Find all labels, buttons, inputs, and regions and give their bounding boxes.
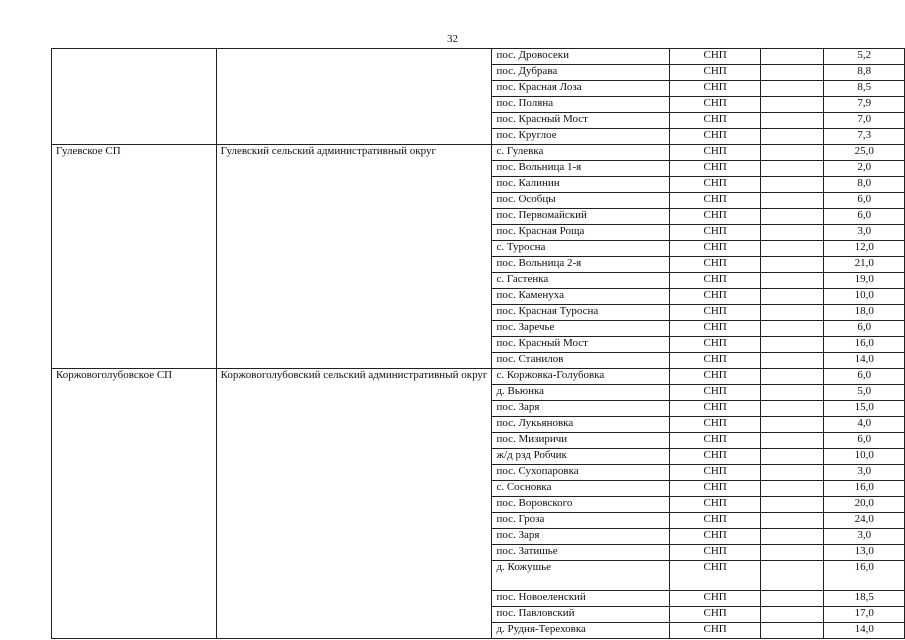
distance-value-cell: 7,3 <box>824 129 905 145</box>
locality-type-cell: СНП <box>670 321 761 337</box>
locality-type-cell: СНП <box>670 369 761 385</box>
locality-name-cell: пос. Красный Мост <box>492 113 670 129</box>
locality-type-cell: СНП <box>670 607 761 623</box>
distance-value-cell: 2,0 <box>824 161 905 177</box>
empty-cell <box>761 401 824 417</box>
distance-value-cell: 4,0 <box>824 417 905 433</box>
empty-cell <box>761 529 824 545</box>
locality-name-cell: пос. Круглое <box>492 129 670 145</box>
table-row <box>52 145 905 161</box>
locality-name-cell: пос. Поляна <box>492 97 670 113</box>
empty-cell <box>761 49 824 65</box>
distance-value-cell: 17,0 <box>824 607 905 623</box>
locality-type-cell: СНП <box>670 433 761 449</box>
locality-name-cell: пос. Новоеленский <box>492 591 670 607</box>
locality-name-cell: пос. Затишье <box>492 545 670 561</box>
empty-cell <box>761 321 824 337</box>
distance-value-cell: 12,0 <box>824 241 905 257</box>
locality-type-cell: СНП <box>670 225 761 241</box>
empty-cell <box>761 591 824 607</box>
locality-name-cell: с. Туросна <box>492 241 670 257</box>
locality-name-cell: пос. Красная Лоза <box>492 81 670 97</box>
empty-cell <box>761 417 824 433</box>
locality-type-cell: СНП <box>670 529 761 545</box>
empty-cell <box>761 561 824 591</box>
empty-cell <box>761 465 824 481</box>
locality-type-cell: СНП <box>670 257 761 273</box>
locality-type-cell: СНП <box>670 545 761 561</box>
empty-cell <box>761 497 824 513</box>
locality-name-cell: с. Сосновка <box>492 481 670 497</box>
locality-name-cell: пос. Гроза <box>492 513 670 529</box>
table-row <box>52 369 905 385</box>
empty-cell <box>761 241 824 257</box>
locality-name-cell: пос. Красный Мост <box>492 337 670 353</box>
locality-type-cell: СНП <box>670 561 761 591</box>
empty-cell <box>761 145 824 161</box>
locality-type-cell: СНП <box>670 193 761 209</box>
distance-value-cell: 6,0 <box>824 369 905 385</box>
empty-cell <box>761 273 824 289</box>
empty-cell <box>761 113 824 129</box>
distance-value-cell: 16,0 <box>824 337 905 353</box>
empty-cell <box>761 65 824 81</box>
empty-cell <box>761 433 824 449</box>
locality-name-cell: ж/д рзд Робчик <box>492 449 670 465</box>
locality-name-cell: пос. Лукьяновка <box>492 417 670 433</box>
distance-value-cell: 21,0 <box>824 257 905 273</box>
distance-value-cell: 15,0 <box>824 401 905 417</box>
distance-value-cell: 8,5 <box>824 81 905 97</box>
settlement-name-cell <box>52 49 217 145</box>
locality-name-cell: пос. Мизиричи <box>492 433 670 449</box>
locality-name-cell: пос. Воровского <box>492 497 670 513</box>
locality-type-cell: СНП <box>670 81 761 97</box>
locality-type-cell: СНП <box>670 49 761 65</box>
locality-type-cell: СНП <box>670 401 761 417</box>
page-number: 32 <box>447 33 458 45</box>
distance-value-cell: 16,0 <box>824 561 905 591</box>
district-name-cell: Коржовоголубовский сельский административный округ <box>216 369 492 639</box>
locality-name-cell: пос. Павловский <box>492 607 670 623</box>
locality-type-cell: СНП <box>670 129 761 145</box>
distance-value-cell: 6,0 <box>824 193 905 209</box>
empty-cell <box>761 289 824 305</box>
locality-name-cell: пос. Дровосеки <box>492 49 670 65</box>
distance-value-cell: 10,0 <box>824 289 905 305</box>
empty-cell <box>761 177 824 193</box>
settlement-name-cell: Коржовоголубовское СП <box>52 369 217 639</box>
locality-type-cell: СНП <box>670 145 761 161</box>
distance-value-cell: 5,0 <box>824 385 905 401</box>
locality-name-cell: пос. Красная Роща <box>492 225 670 241</box>
distance-value-cell: 16,0 <box>824 481 905 497</box>
table-row <box>52 49 905 65</box>
empty-cell <box>761 337 824 353</box>
empty-cell <box>761 513 824 529</box>
locality-name-cell: пос. Станилов <box>492 353 670 369</box>
locality-name-cell: пос. Особцы <box>492 193 670 209</box>
locality-name-cell: пос. Заря <box>492 529 670 545</box>
locality-name-cell: с. Гастенка <box>492 273 670 289</box>
empty-cell <box>761 257 824 273</box>
locality-name-cell: пос. Дубрава <box>492 65 670 81</box>
locality-type-cell: СНП <box>670 623 761 639</box>
settlement-name-cell: Гулевское СП <box>52 145 217 369</box>
locality-type-cell: СНП <box>670 161 761 177</box>
locality-name-cell: пос. Вольница 2-я <box>492 257 670 273</box>
locality-type-cell: СНП <box>670 385 761 401</box>
empty-cell <box>761 209 824 225</box>
empty-cell <box>761 369 824 385</box>
distance-value-cell: 3,0 <box>824 225 905 241</box>
empty-cell <box>761 193 824 209</box>
distance-value-cell: 8,0 <box>824 177 905 193</box>
locality-name-cell: пос. Красная Туросна <box>492 305 670 321</box>
locality-type-cell: СНП <box>670 273 761 289</box>
locality-type-cell: СНП <box>670 465 761 481</box>
empty-cell <box>761 623 824 639</box>
empty-cell <box>761 81 824 97</box>
distance-value-cell: 18,0 <box>824 305 905 321</box>
empty-cell <box>761 97 824 113</box>
locality-type-cell: СНП <box>670 113 761 129</box>
locality-type-cell: СНП <box>670 97 761 113</box>
district-name-cell <box>216 49 492 145</box>
locality-name-cell: пос. Калинин <box>492 177 670 193</box>
distance-value-cell: 6,0 <box>824 433 905 449</box>
locality-type-cell: СНП <box>670 497 761 513</box>
empty-cell <box>761 481 824 497</box>
locality-type-cell: СНП <box>670 65 761 81</box>
empty-cell <box>761 161 824 177</box>
district-name-cell: Гулевский сельский административный округ <box>216 145 492 369</box>
distance-value-cell: 10,0 <box>824 449 905 465</box>
distance-value-cell: 13,0 <box>824 545 905 561</box>
locality-type-cell: СНП <box>670 241 761 257</box>
empty-cell <box>761 305 824 321</box>
locality-name-cell: пос. Вольница 1-я <box>492 161 670 177</box>
empty-cell <box>761 353 824 369</box>
locality-name-cell: д. Вьюнка <box>492 385 670 401</box>
empty-cell <box>761 607 824 623</box>
locality-name-cell: пос. Сухопаровка <box>492 465 670 481</box>
distance-value-cell: 6,0 <box>824 209 905 225</box>
distance-value-cell: 7,9 <box>824 97 905 113</box>
distance-value-cell: 25,0 <box>824 145 905 161</box>
locality-name-cell: пос. Каменуха <box>492 289 670 305</box>
locality-name-cell: пос. Заря <box>492 401 670 417</box>
locality-type-cell: СНП <box>670 177 761 193</box>
locality-type-cell: СНП <box>670 353 761 369</box>
distance-value-cell: 3,0 <box>824 465 905 481</box>
distance-value-cell: 14,0 <box>824 353 905 369</box>
locality-type-cell: СНП <box>670 513 761 529</box>
empty-cell <box>761 129 824 145</box>
locality-name-cell: пос. Первомайский <box>492 209 670 225</box>
locality-name-cell: пос. Заречье <box>492 321 670 337</box>
distance-value-cell: 19,0 <box>824 273 905 289</box>
locality-type-cell: СНП <box>670 289 761 305</box>
locality-type-cell: СНП <box>670 337 761 353</box>
distance-value-cell: 5,2 <box>824 49 905 65</box>
locality-type-cell: СНП <box>670 481 761 497</box>
empty-cell <box>761 449 824 465</box>
empty-cell <box>761 545 824 561</box>
settlements-table <box>51 48 905 639</box>
locality-name-cell: с. Гулевка <box>492 145 670 161</box>
distance-value-cell: 3,0 <box>824 529 905 545</box>
locality-type-cell: СНП <box>670 417 761 433</box>
locality-name-cell: д. Кожушье <box>492 561 670 591</box>
distance-value-cell: 7,0 <box>824 113 905 129</box>
empty-cell <box>761 225 824 241</box>
locality-type-cell: СНП <box>670 305 761 321</box>
distance-value-cell: 8,8 <box>824 65 905 81</box>
locality-name-cell: с. Коржовка-Голубовка <box>492 369 670 385</box>
locality-name-cell: д. Рудня-Тереховка <box>492 623 670 639</box>
distance-value-cell: 24,0 <box>824 513 905 529</box>
settlements-table-body <box>52 49 905 639</box>
distance-value-cell: 20,0 <box>824 497 905 513</box>
locality-type-cell: СНП <box>670 449 761 465</box>
locality-type-cell: СНП <box>670 209 761 225</box>
empty-cell <box>761 385 824 401</box>
distance-value-cell: 18,5 <box>824 591 905 607</box>
distance-value-cell: 14,0 <box>824 623 905 639</box>
locality-type-cell: СНП <box>670 591 761 607</box>
distance-value-cell: 6,0 <box>824 321 905 337</box>
